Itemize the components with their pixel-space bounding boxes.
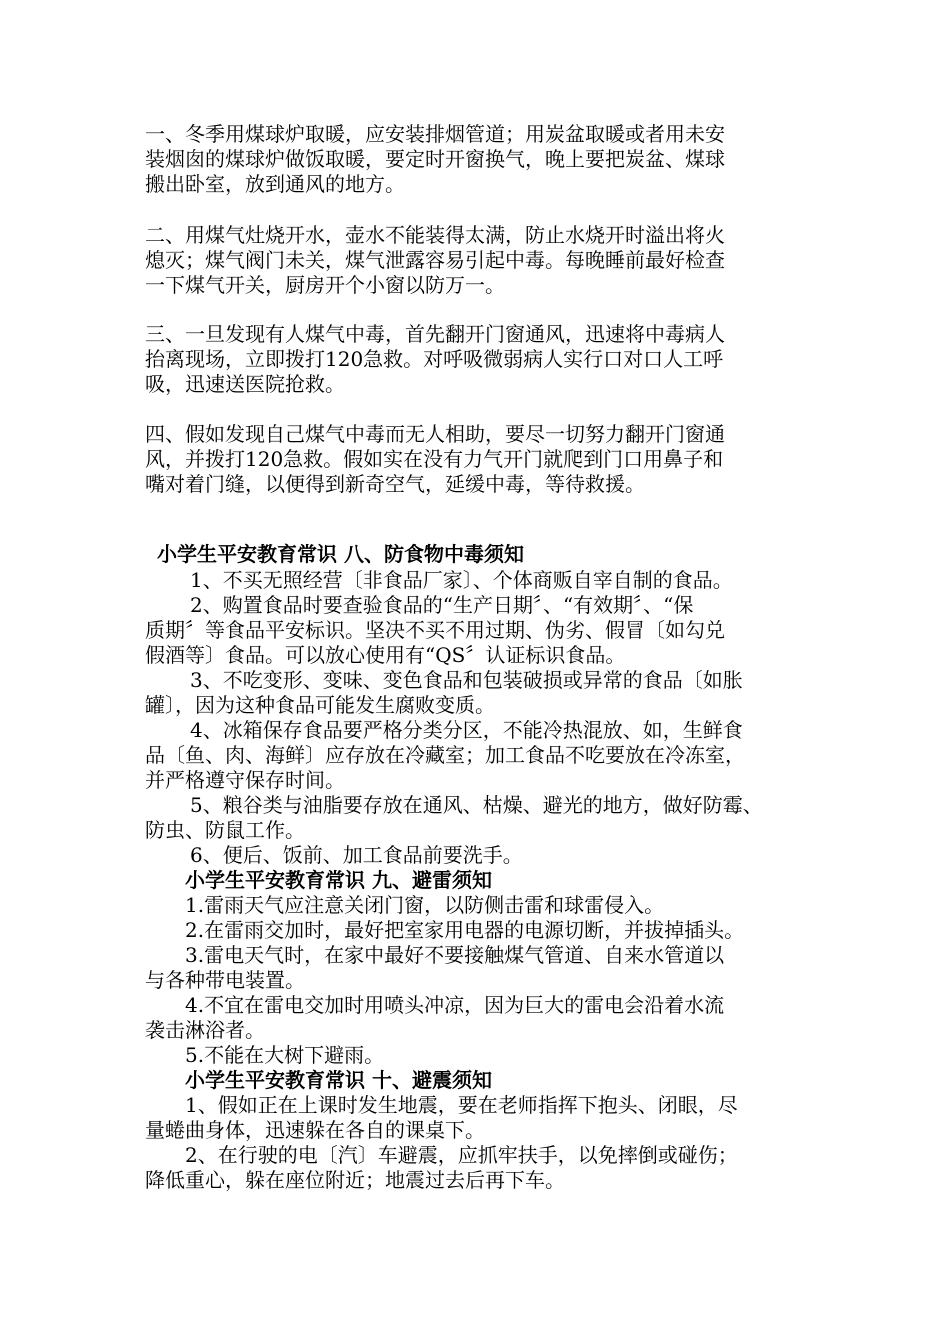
section-8-item-4-cont: 品〔鱼、肉、海鲜〕应存放在冷藏室；加工食品不吃要放在冷冻室， — [145, 743, 745, 767]
paragraph-2 — [145, 223, 815, 298]
section-9-item-3: 3.雷电天气时，在家中最好不要接触煤气管道、自来水管道以 — [185, 943, 725, 967]
paragraph-line: 吸，迅速送医院抢救。 — [145, 372, 345, 396]
section-9-item-2: 2.在雷雨交加时，最好把室家用电器的电源切断，并拔掉插头。 — [185, 918, 745, 942]
section-8-item-4: 4、冰箱保存食品要严格分类分区，不能冷热混放、如，生鲜食 — [190, 718, 743, 742]
paragraph-line: 三、一旦发现有人煤气中毒，首先翻开门窗通风，迅速将中毒病人 — [145, 322, 725, 346]
section-8-item-6: 6、便后、饭前、加工食品前要洗手。 — [190, 843, 523, 867]
section-9-heading: 小学生平安教育常识 九、避雷须知 — [185, 868, 492, 892]
section-9-item-4: 4.不宜在雷电交加时用喷头冲凉，因为巨大的雷电会沿着水流 — [185, 993, 725, 1017]
section-8-item-3: 3、不吃变形、变味、变色食品和包装破损或异常的食品〔如胀 — [190, 668, 743, 692]
paragraph-line: 装烟囱的煤球炉做饭取暖，要定时开窗换气，晚上要把炭盆、煤球 — [145, 147, 725, 171]
section-9-item-1: 1.雷雨天气应注意关闭门窗，以防侧击雷和球雷侵入。 — [185, 893, 665, 917]
paragraph-line: 抬离现场，立即拨打120急救。对呼吸微弱病人实行口对口人工呼 — [145, 347, 724, 371]
paragraph-line: 一下煤气开关，厨房开个小窗以防万一。 — [145, 273, 505, 297]
section-8-item-2-cont: 质期〞等食品平安标识。坚决不买不用过期、伪劣、假冒〔如勾兑 — [145, 618, 725, 642]
section-8-item-2: 2、购置食品时要查验食品的“生产日期〞、“有效期〞、“保 — [190, 593, 694, 617]
paragraph-line: 四、假如发现自己煤气中毒而无人相助，要尽一切努力翻开门窗通 — [145, 422, 725, 446]
section-10-item-2-cont: 降低重心，躲在座位附近；地震过去后再下车。 — [145, 1168, 565, 1192]
section-10-item-1-cont: 量蜷曲身体，迅速躲在各自的课桌下。 — [145, 1118, 485, 1142]
paragraph-line: 搬出卧室，放到通风的地方。 — [145, 172, 405, 196]
section-8-heading: 小学生平安教育常识 八、防食物中毒须知 — [157, 542, 524, 566]
paragraph-4 — [145, 422, 815, 497]
section-10-heading: 小学生平安教育常识 十、避震须知 — [185, 1068, 492, 1092]
section-9-item-3-cont: 与各种带电装置。 — [145, 968, 305, 992]
paragraph-3 — [145, 322, 815, 397]
paragraph-line: 风，并拨打120急救。假如实在没有力气开门就爬到门口用鼻子和 — [145, 447, 724, 471]
section-8-item-3-cont: 罐〕，因为这种食品可能发生腐败变质。 — [145, 693, 495, 717]
section-9-item-4-cont: 袭击淋浴者。 — [145, 1018, 265, 1042]
section-8-item-5: 5、粮谷类与油脂要存放在通风、枯燥、避光的地方，做好防霉、 — [190, 793, 763, 817]
paragraph-1 — [145, 122, 815, 197]
section-10-item-1: 1、假如正在上课时发生地震，要在老师指挥下抱头、闭眼，尽 — [185, 1093, 738, 1117]
paragraph-line: 嘴对着门缝，以便得到新奇空气，延缓中毒，等待救援。 — [145, 472, 645, 496]
section-8-item-5-cont: 防虫、防鼠工作。 — [145, 818, 305, 842]
paragraph-line: 熄灭；煤气阀门未关，煤气泄露容易引起中毒。每晚睡前最好检查 — [145, 248, 725, 272]
paragraph-line: 一、冬季用煤球炉取暖，应安装排烟管道；用炭盆取暖或者用未安 — [145, 122, 725, 146]
section-9-item-5: 5.不能在大树下避雨。 — [185, 1043, 385, 1067]
section-8-item-1: 1、不买无照经营〔非食品厂家〕、个体商贩自宰自制的食品。 — [190, 568, 733, 592]
section-8-item-4-cont: 并严格遵守保存时间。 — [145, 768, 345, 792]
paragraph-line: 二、用煤气灶烧开水，壶水不能装得太满，防止水烧开时溢出将火 — [145, 223, 725, 247]
section-10-item-2: 2、在行驶的电〔汽〕车避震，应抓牢扶手，以免摔倒或碰伤； — [185, 1143, 738, 1167]
section-8-item-2-cont: 假酒等〕食品。可以放心使用有“QS〞认证标识食品。 — [145, 643, 626, 667]
